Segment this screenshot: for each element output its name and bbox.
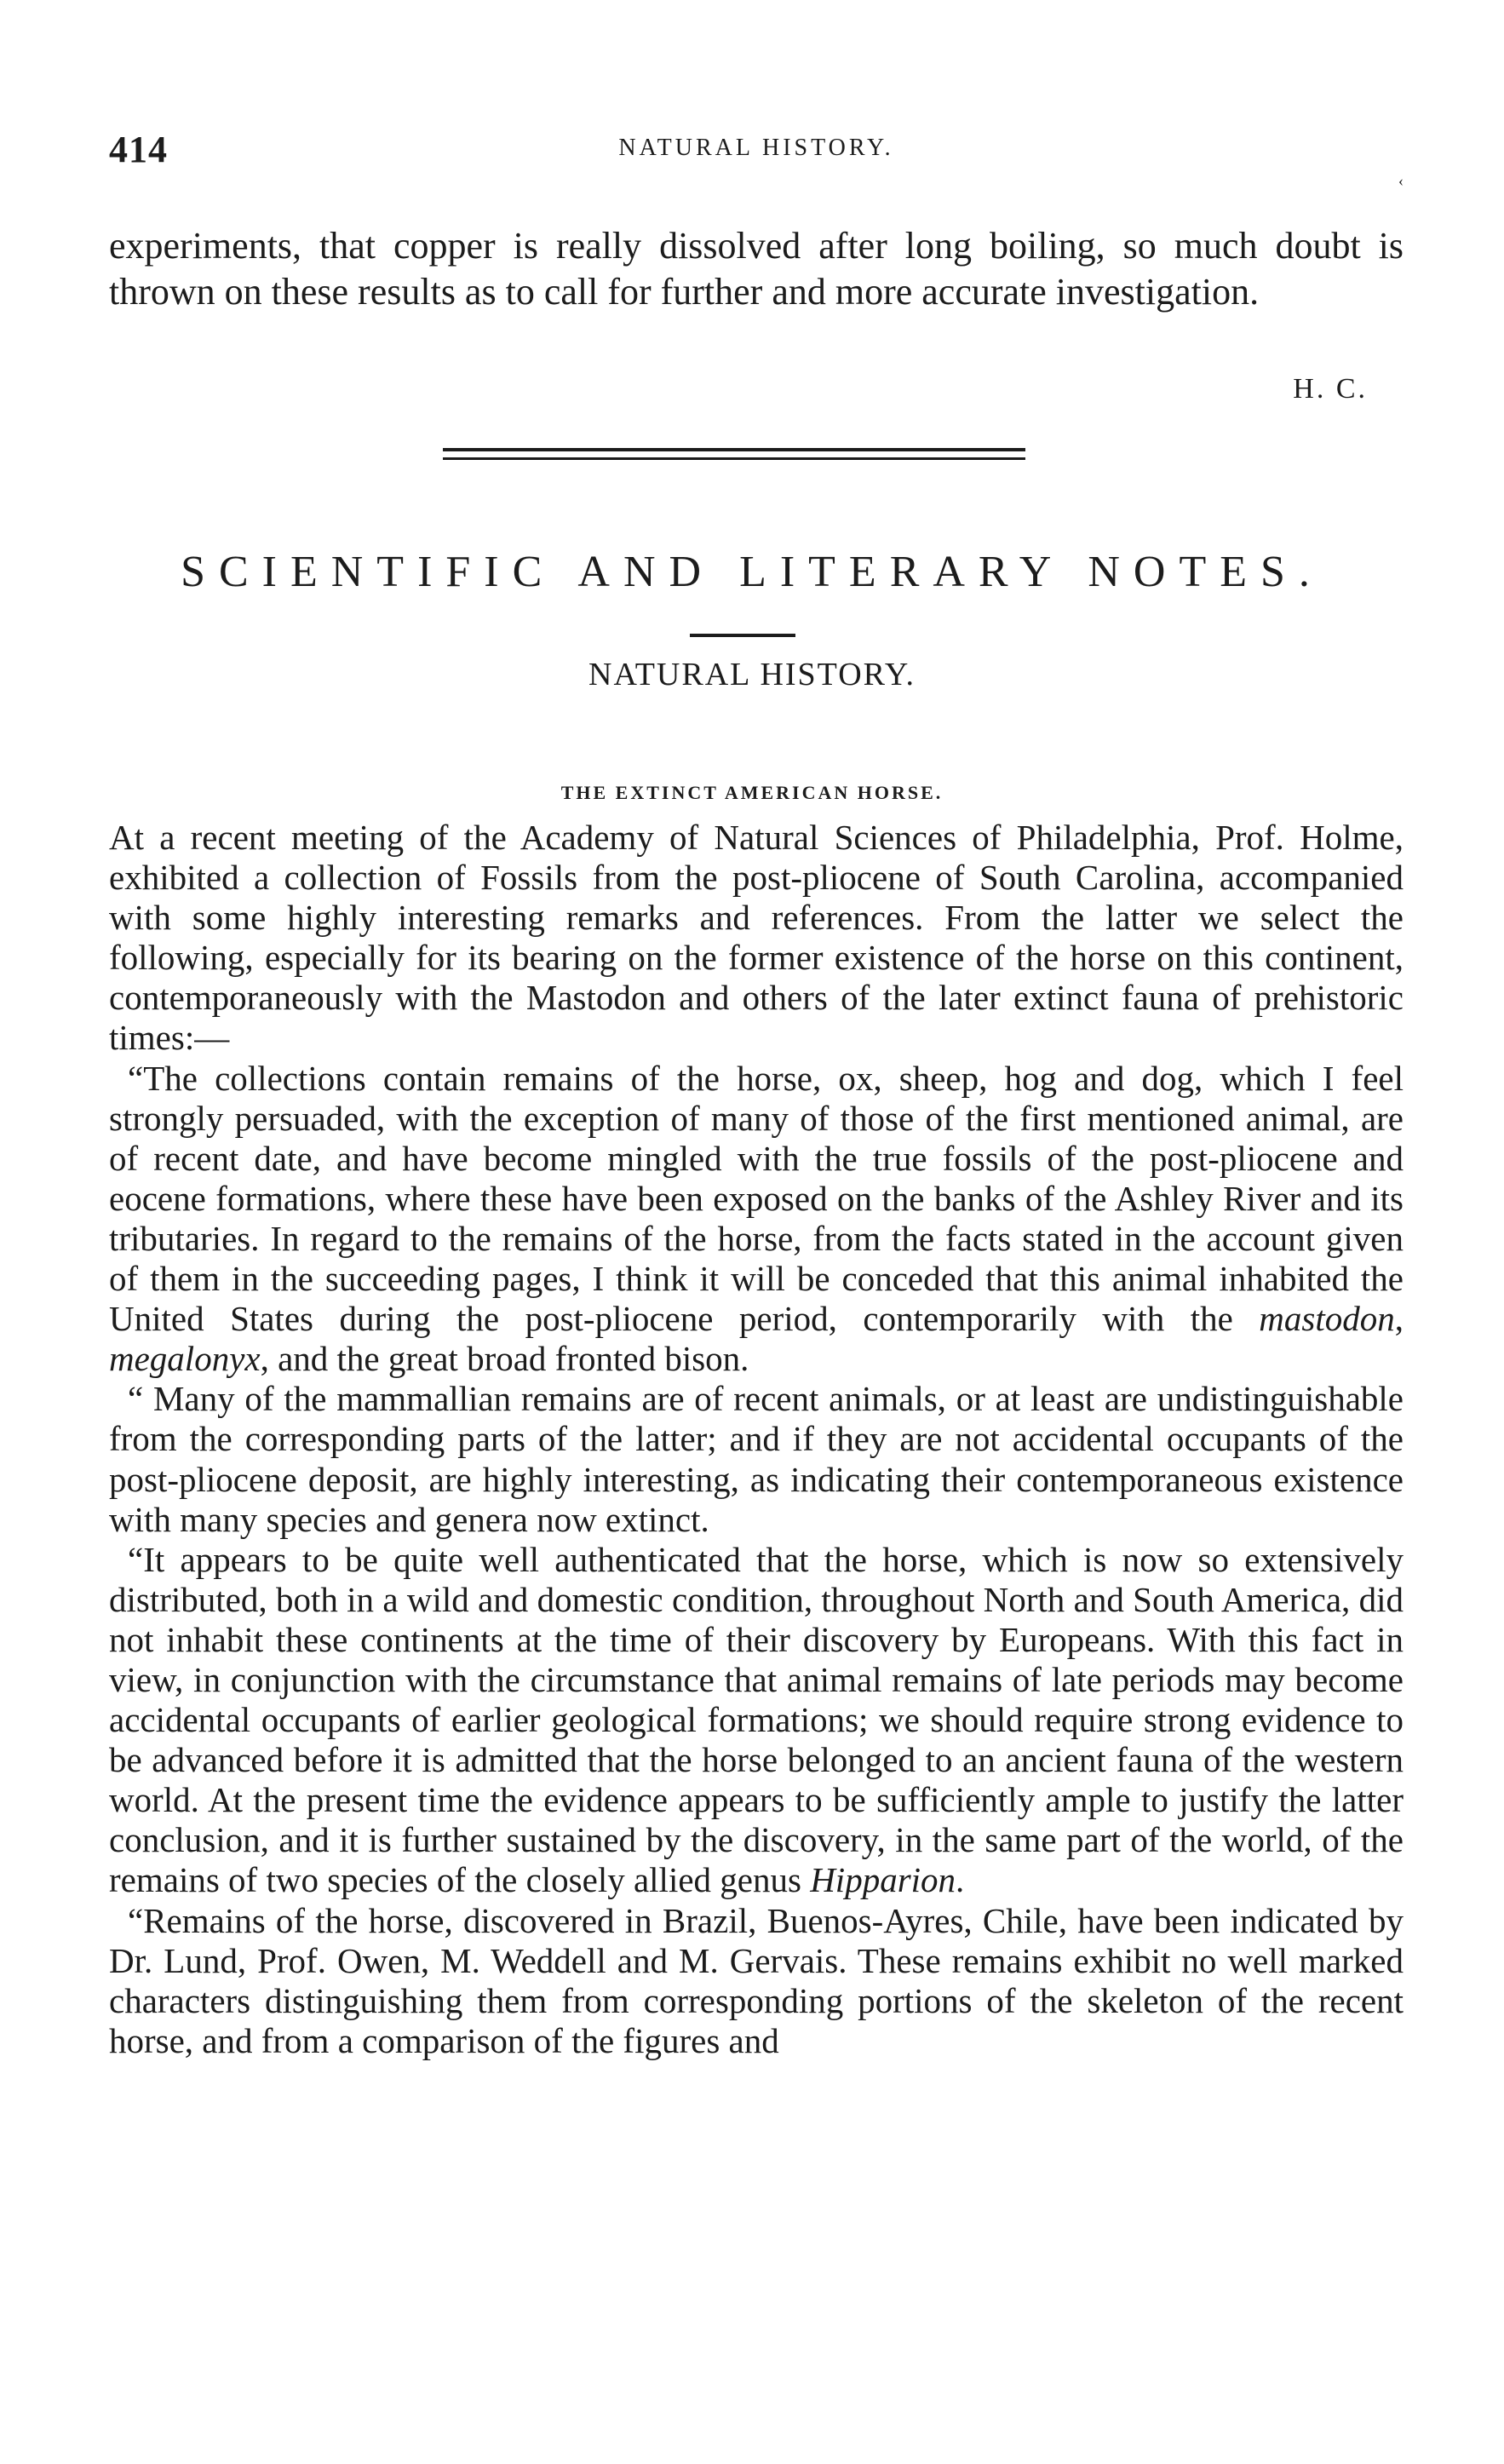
italic-term: mastodon	[1259, 1299, 1395, 1339]
article-body	[109, 818, 1404, 2061]
subsection-title: NATURAL HISTORY.	[588, 657, 916, 692]
article-title: THE EXTINCT AMERICAN HORSE.	[560, 782, 944, 803]
article-paragraph-4: “It appears to be quite well authenticated that the horse, which is now so extensively distributed, both in a wild and domestic condition, throughout North and South America, did not inhabit these continents at the time of their discovery by Europeans. With this fact in view, in conjunction with the circumstance that animal remains of late periods may become accidental occupants of earlier geological formations; we should require strong evidence to be advanced before it is admitted that the horse belonged to an ancient fauna of the western world. At the present time the evidence appears to be sufficiently ample to justify the latter conclusion, and it is further sustained by the discovery, in the same part of the world, of the remains of two species of the closely allied genus Hipparion.	[109, 1539, 1404, 1900]
continuation-text: experiments, that copper is really dissolved after long boiling, so much doubt is thrown on these results as to call for further and more accurate investigation.	[109, 225, 1404, 313]
continuation-paragraph	[109, 223, 1404, 315]
article-paragraph-1: At a recent meeting of the Academy of Natural Sciences of Philadelphia, Prof. Holme, exhibited a collection of Fossils from the post-pliocene of South Carolina, accompanied with some highly interesting remarks and references. From the latter we select the following, especially for its bearing on the former existence of the horse on this continent, contemporaneously with the Mastodon and others of the later extinct fauna of prehistoric times:—	[109, 818, 1404, 1058]
article-paragraph-3: “ Many of the mammallian remains are of recent animals, or at least are undistinguishable from the corresponding parts of the latter; and if they are not accidental occupants of the post-pliocene deposit, are highly interesting, as indicating their contemporaneous existence with many species and genera now extinct.	[109, 1379, 1404, 1539]
italic-term: megalonyx	[109, 1339, 261, 1379]
author-initials: H. C.	[1293, 373, 1368, 405]
italic-term: Hipparion	[810, 1860, 956, 1900]
section-title: SCIENTIFIC AND LITERARY NOTES.	[181, 548, 1323, 596]
corner-mark: ‹	[1398, 172, 1404, 189]
article-paragraph-5: “Remains of the horse, discovered in Brazil, Buenos-Ayres, Chile, have been indicated by Dr. Lund, Prof. Owen, M. Weddell and M. Gervais. These remains exhibit no well marked characters distinguishing them from corresponding portions of the skeleton of the recent horse, and from a comparison of the figures and	[109, 1900, 1404, 2060]
running-head	[109, 128, 1404, 189]
double-rule-divider	[443, 448, 1025, 460]
article-paragraph-2: “The collections contain remains of the horse, ox, sheep, hog and dog, which I feel strongly persuaded, with the exception of many of those of the first mentioned animal, are of recent date, and have become mingled with the true fossils of the post-pliocene and eocene formations, where these have been exposed on the banks of the Ashley River and its tributaries. In regard to the remains of the horse, from the facts stated in the account given of them in the succeeding pages, I think it will be conceded that this animal inhabited the United States during the post-pliocene period, contemporarily with the mastodon, megalonyx, and the great broad fronted bison.	[109, 1058, 1404, 1379]
page-number: 414	[109, 129, 168, 170]
short-rule-divider	[690, 634, 795, 637]
running-title: NATURAL HISTORY.	[618, 135, 894, 161]
